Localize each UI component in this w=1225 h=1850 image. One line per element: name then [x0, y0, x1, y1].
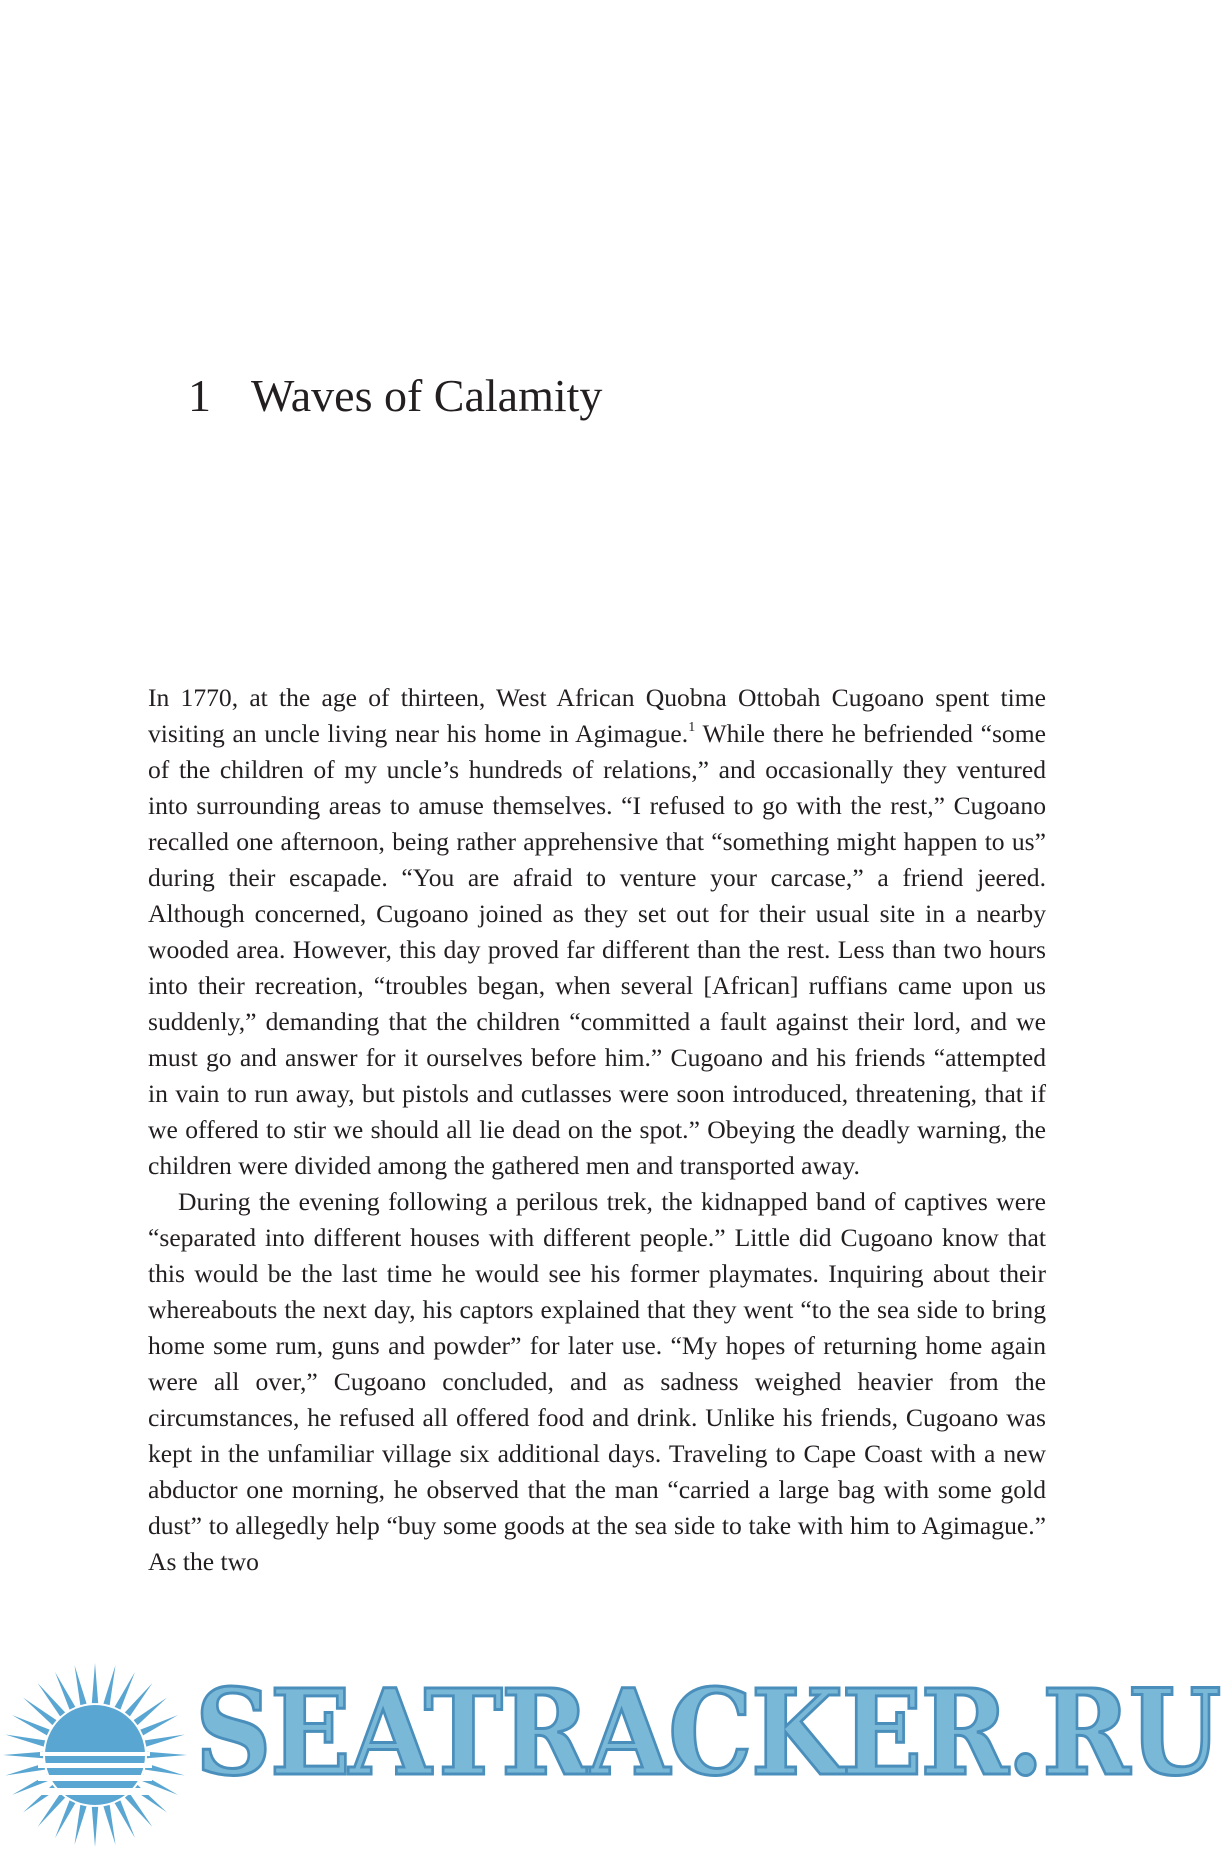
sun-ray — [145, 1735, 185, 1747]
sun-ray — [75, 1805, 87, 1845]
sun-ray — [140, 1715, 178, 1735]
chapter-title: Waves of Calamity — [251, 370, 603, 421]
sun-ray — [115, 1800, 135, 1838]
sun-ray — [75, 1665, 87, 1705]
paragraph-2: During the evening following a perilous trek, the kidnapped band of captives were “separated into different houses with different people.” Little did Cugoano know that this would be the last time he would see his former playmates. Inquiring about their whereabouts the next day, his captors explained that they went “to the sea side to bring home some rum, guns and powder” for later use. “My hopes of returning home again were all over,” Cugoano concluded, and as sadness weighed heavier from the circumstances, he refused all offered food and drink. Unlike his friends, Cugoano was kept in the unfamiliar village six additional days. Traveling to Cape Coast with a new abductor one morning, he observed that the man “carried a large bag with some gold dust” to allegedly help “buy some goods at the sea side to take with him to Agimague.” As the two — [148, 1187, 1046, 1576]
paragraph-1 — [148, 680, 1046, 1184]
sun-ray — [103, 1805, 115, 1845]
paragraph-1-start: In 1770, at the age of thirteen, West African Quobna Ottobah Cugoano spent time visiting an uncle living near his home in Agimague. — [148, 683, 1046, 748]
paragraph-1-rest: While there he befriended “some of the children of my uncle’s hundreds of relations,” and occasionally they ventured into surrounding areas to amuse themselves. “I refused to go with the rest,” Cugoano recalled one afternoon, being rather apprehensive that “something might happen to us” during their escapade. “You are afraid to venture your carcase,” a friend jeered. Although concerned, Cugoano joined as they set out for their usual site in a nearby wooded area. However, this day proved far different than the rest. Less than two hours into their recreation, “troubles began, when several [African] ruffians came upon us suddenly,” demanding that the children “committed a fault against their lord, and we must go and answer for it ourselves before him.” Cugoano and his friends “attempted in vain to run away, but pistols and cutlasses were soon introduced, threatening, that if we offered to stir we should all lie dead on the spot.” Obeying the deadly warning, the children were divided among the gathered men and transported away. — [148, 719, 1047, 1180]
sun-ray — [55, 1800, 75, 1838]
sun-logo-icon — [0, 1660, 190, 1850]
sun-ray — [55, 1672, 75, 1710]
sun-ray — [5, 1735, 45, 1747]
sun-ray — [3, 1752, 43, 1758]
watermark-text: SEATRACKER.RU — [195, 1663, 1220, 1802]
sun-ray — [103, 1665, 115, 1705]
footnote-marker[interactable]: 1 — [688, 720, 696, 735]
sun-ray — [12, 1715, 50, 1735]
body-text — [148, 680, 1046, 1580]
sun-ray — [115, 1672, 135, 1710]
sun-ray — [92, 1807, 98, 1847]
chapter-heading — [188, 370, 602, 423]
sun-ray — [92, 1663, 98, 1703]
watermark — [0, 1660, 1225, 1850]
sun-ray — [147, 1752, 187, 1758]
chapter-number: 1 — [188, 370, 211, 421]
